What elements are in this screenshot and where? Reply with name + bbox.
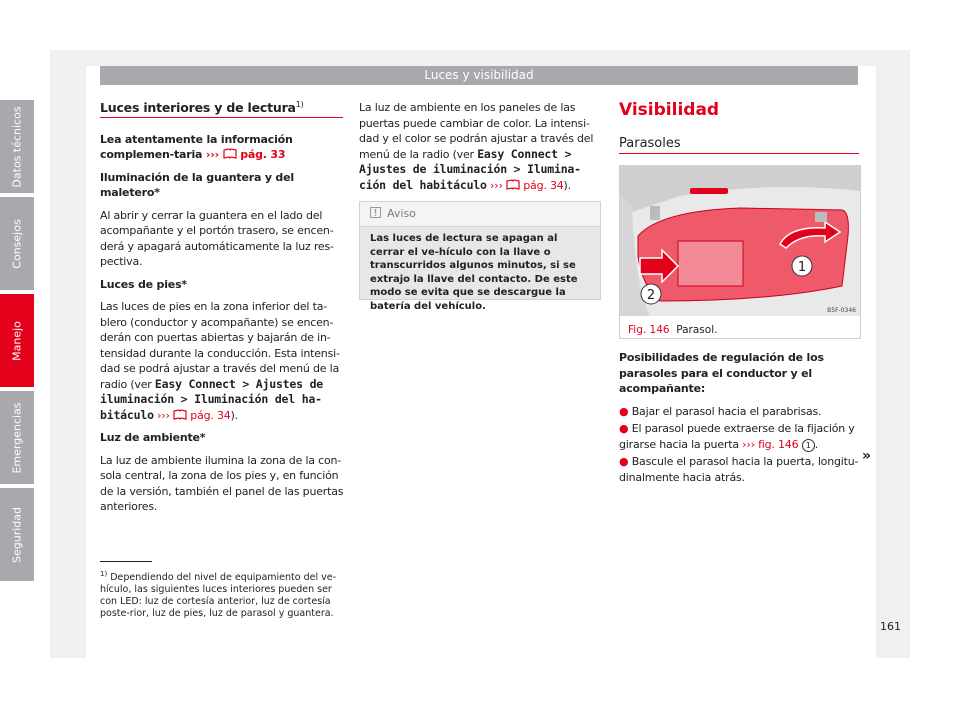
notice-box (359, 201, 601, 312)
notice-text: Las luces de lectura se apagan al cerrar el ve-hículo con la llave o transcurridos algunos minutos, si se extrajo la llave del contacto. De este modo se evita que se descargue la batería del vehículo. (370, 233, 578, 312)
paragraph-ambiente: La luz de ambiente ilumina la zona de la con-sola central, la zona de los pies y, en función de la versión, también el panel de las puertas anteriores. (100, 453, 344, 514)
page-number: 161 (880, 620, 901, 633)
section-title: Luces interiores y de lectura$^{1)}$ (100, 100, 304, 116)
paragraph-pies: Las luces de pies en la zona inferior del ta-blero (conductor y acompañante) se encen-derán con puertas abiertas y bajarán de in-tensidad durante la conducción. Esta intensi-dad se podrá ajustar a través del menú de la radio (ver Easy Connect > Ajustes de iluminación > Iluminación del ha-bitáculo ››› pág. 34). (100, 300, 340, 422)
section-rule (100, 117, 343, 118)
heading-regulacion: Posibilidades de regulación de los parasoles para el conductor y el acompañante: (619, 351, 824, 395)
page-link[interactable]: pág. 34 (190, 408, 231, 422)
figure-link[interactable]: fig. 146 (758, 437, 799, 451)
parasol-illustration (620, 166, 860, 316)
intro-note: Lea atentamente la información complemen-taria ››› pág. 33 (100, 132, 293, 162)
book-icon (173, 409, 187, 420)
subsection-title: Parasoles (619, 136, 681, 151)
page-link[interactable]: pág. 33 (240, 148, 286, 162)
book-icon (506, 179, 520, 190)
figure-code: B5F-0346 (827, 307, 856, 314)
bullet-item: ● El parasol puede extraerse de la fijación y girarse hacia la puerta ››› fig. 146 1 . (619, 422, 855, 451)
footnote-rule (100, 561, 152, 562)
tab-seguridad[interactable]: Seguridad (0, 488, 34, 581)
heading-ambiente: Luz de ambiente* (100, 431, 206, 445)
heading-guantera: Iluminación de la guantera y del maletero* (100, 170, 294, 200)
paragraph-ambiente-color: La luz de ambiente en los paneles de las puertas puede cambiar de color. La intensi-dad y el color se podrán ajustar a través del menú de la radio (ver Easy Connect > Ajustes de iluminación > Ilumina-ción del habitáculo ››› pág. 34). (359, 101, 594, 192)
figure-caption: Fig. 146 Parasol. (628, 324, 718, 336)
subsection-rule (619, 153, 859, 154)
tab-emergencias[interactable]: Emergencias (0, 391, 34, 484)
section-title-visibilidad: Visibilidad (619, 100, 720, 120)
callout-1: 1 (797, 260, 807, 275)
middle-column (359, 100, 601, 200)
notice-header: Aviso (360, 202, 600, 227)
heading-pies: Luces de pies* (100, 277, 187, 291)
page-link[interactable]: pág. 34 (523, 178, 564, 192)
tab-datos-tecnicos[interactable]: Datos técnicos (0, 100, 34, 193)
book-icon (223, 148, 237, 159)
tab-manejo[interactable]: Manejo (0, 294, 34, 387)
callout-2: 2 (646, 288, 656, 303)
left-column (100, 97, 345, 522)
footnote: $^{1)}$ Dependiendo del nivel de equipamiento del ve-hículo, las siguientes luces interiores pueden ser con LED: luz de cortesía anterior, luz de cortesía poste-rior, luz de pies, luz de parasol y guantera. (100, 570, 337, 620)
info-icon (370, 207, 381, 218)
paragraph-guantera: Al abrir y cerrar la guantera en el lado del acompañante y el portón trasero, se encen-derá y apagará automáticamente la luz res-pectiva. (100, 208, 334, 269)
tab-consejos[interactable]: Consejos (0, 197, 34, 290)
callout-ref: 1 (802, 439, 815, 452)
figure-parasol (619, 165, 861, 339)
continue-icon: » (862, 448, 872, 464)
bullet-item: ● Bascule el parasol hacia la puerta, longitu-dinalmente hacia atrás. (619, 455, 859, 484)
right-column-text (619, 350, 861, 492)
page-header: Luces y visibilidad (100, 66, 858, 85)
bullet-item: ● Bajar el parasol hacia el parabrisas. (619, 404, 822, 418)
